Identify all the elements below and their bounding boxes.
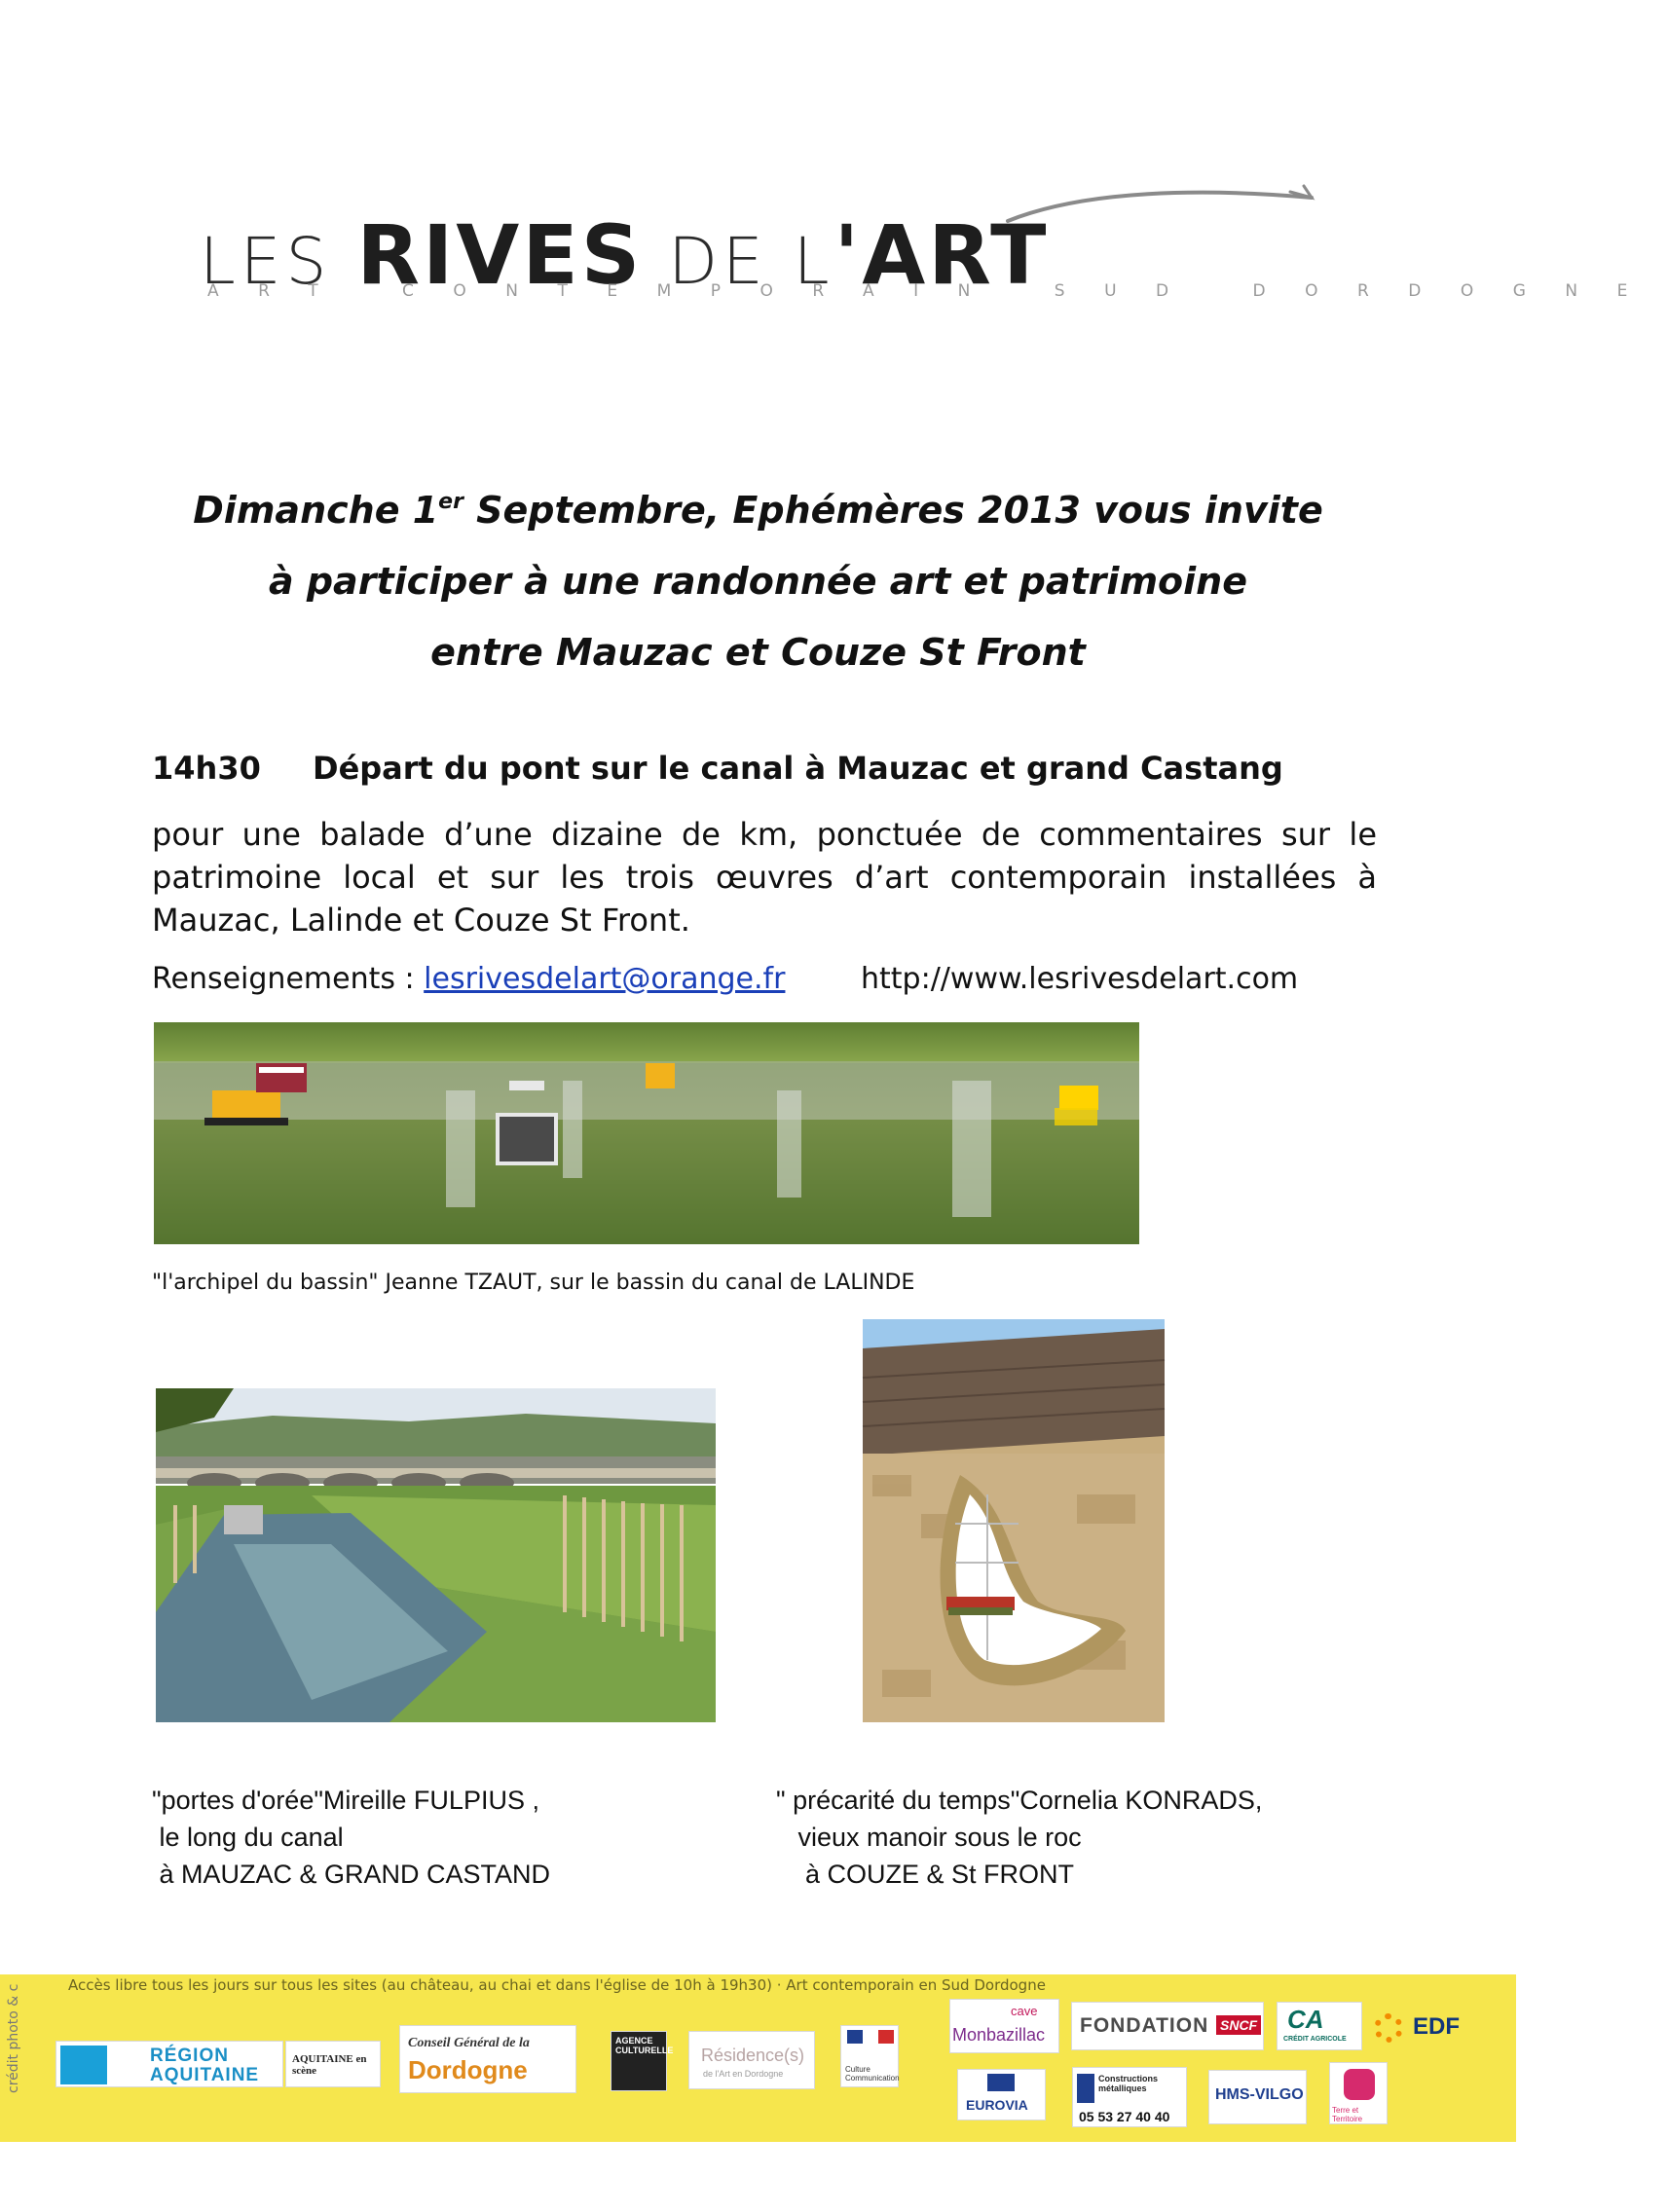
walk-description: pour une balade d’une dizaine de km, ponctuée de commentaires sur le patrimoine local et sur les trois œuvres d’art contemporain installées à Mauzac, Lalinde et Couze St Front. [152, 816, 1377, 939]
departure-text: Départ du pont sur le canal à Mauzac et grand Castang [313, 750, 1283, 787]
photo-archipel-du-bassin [154, 1022, 1139, 1244]
agence-culturelle-logo: AGENCE CULTURELLE [611, 2031, 667, 2091]
terre-territoire-logo: Terre et Territoire [1329, 2062, 1388, 2124]
contact-info [152, 962, 1299, 996]
photo2-caption: "portes d'orée"Mireille FULPIUS , le long du canal à MAUZAC & GRAND CASTAND [152, 1786, 551, 1889]
headline-line-3: entre Mauzac et Couze St Front [430, 631, 1086, 674]
photo1-caption: "l'archipel du bassin" Jeanne TZAUT, sur le bassin du canal de LALINDE [152, 1271, 915, 1295]
photo-credit: crédit photo & c [6, 1983, 21, 2093]
logo-les: LES [200, 224, 332, 299]
aquitaine-scene-logo: AQUITAINE en scène [285, 2041, 381, 2087]
photo-precarite-du-temps [863, 1319, 1165, 1722]
website-link[interactable]: http://www.lesrivesdelart.com [861, 962, 1299, 996]
hms-vilgo-logo: HMS-VILGO [1208, 2070, 1307, 2124]
eurovia-logo: EUROVIA [957, 2069, 1046, 2120]
logo-art: 'ART [834, 207, 1050, 303]
logo-de: DE [668, 224, 768, 299]
info-label: Renseignements : [152, 962, 425, 996]
aquitaine-icon [60, 2046, 107, 2084]
residences-logo: Résidence(s) de l'Art en Dordogne [688, 2031, 815, 2089]
departure-time: 14h30 [152, 750, 261, 787]
edf-sun-icon [1374, 2013, 1403, 2043]
fondation-sncf-logo: FONDATION SNCF [1071, 2002, 1264, 2050]
heart-icon [1344, 2069, 1375, 2100]
conseil-general-dordogne-logo: Conseil Général de la Dordogne [399, 2025, 576, 2093]
logo-rives: RIVES [356, 207, 644, 303]
header-logo [200, 180, 1667, 307]
access-info-strip: Accès libre tous les jours sur tous les sites (au château, au chai et dans l'église de 10h à 19h30) · Art contemporain en Sud Dordogne [68, 1976, 1046, 1994]
logo-l: L [793, 224, 834, 299]
email-link[interactable]: lesrivesdelart@orange.fr [424, 962, 786, 996]
headline-line-1: Dimanche 1er Septembre, Ephémères 2013 vous invite [193, 489, 1323, 532]
headline-line-2: à participer à une randonnée art et patrimoine [268, 560, 1247, 603]
constructions-metalliques-logo: Constructions métalliques 05 53 27 40 40 [1072, 2067, 1187, 2127]
edf-logo: EDF [1370, 2004, 1482, 2052]
photo-portes-doree [156, 1388, 716, 1722]
invitation-headline [0, 475, 1516, 688]
photo3-caption: " précarité du temps"Cornelia KONRADS, vieux manoir sous le roc à COUZE & St FRONT [776, 1786, 1263, 1889]
departure-line [152, 750, 1283, 787]
logo-tagline: ART CONTEMPORAIN SUD DORDOGNE [207, 281, 1667, 301]
cave-monbazillac-logo: cave Monbazillac [949, 1999, 1059, 2053]
ministere-culture-logo: Culture Communication [840, 2025, 899, 2087]
region-aquitaine-logo: RÉGION AQUITAINE [56, 2041, 283, 2087]
credit-agricole-logo: CA CRÉDIT AGRICOLE [1277, 2002, 1362, 2050]
